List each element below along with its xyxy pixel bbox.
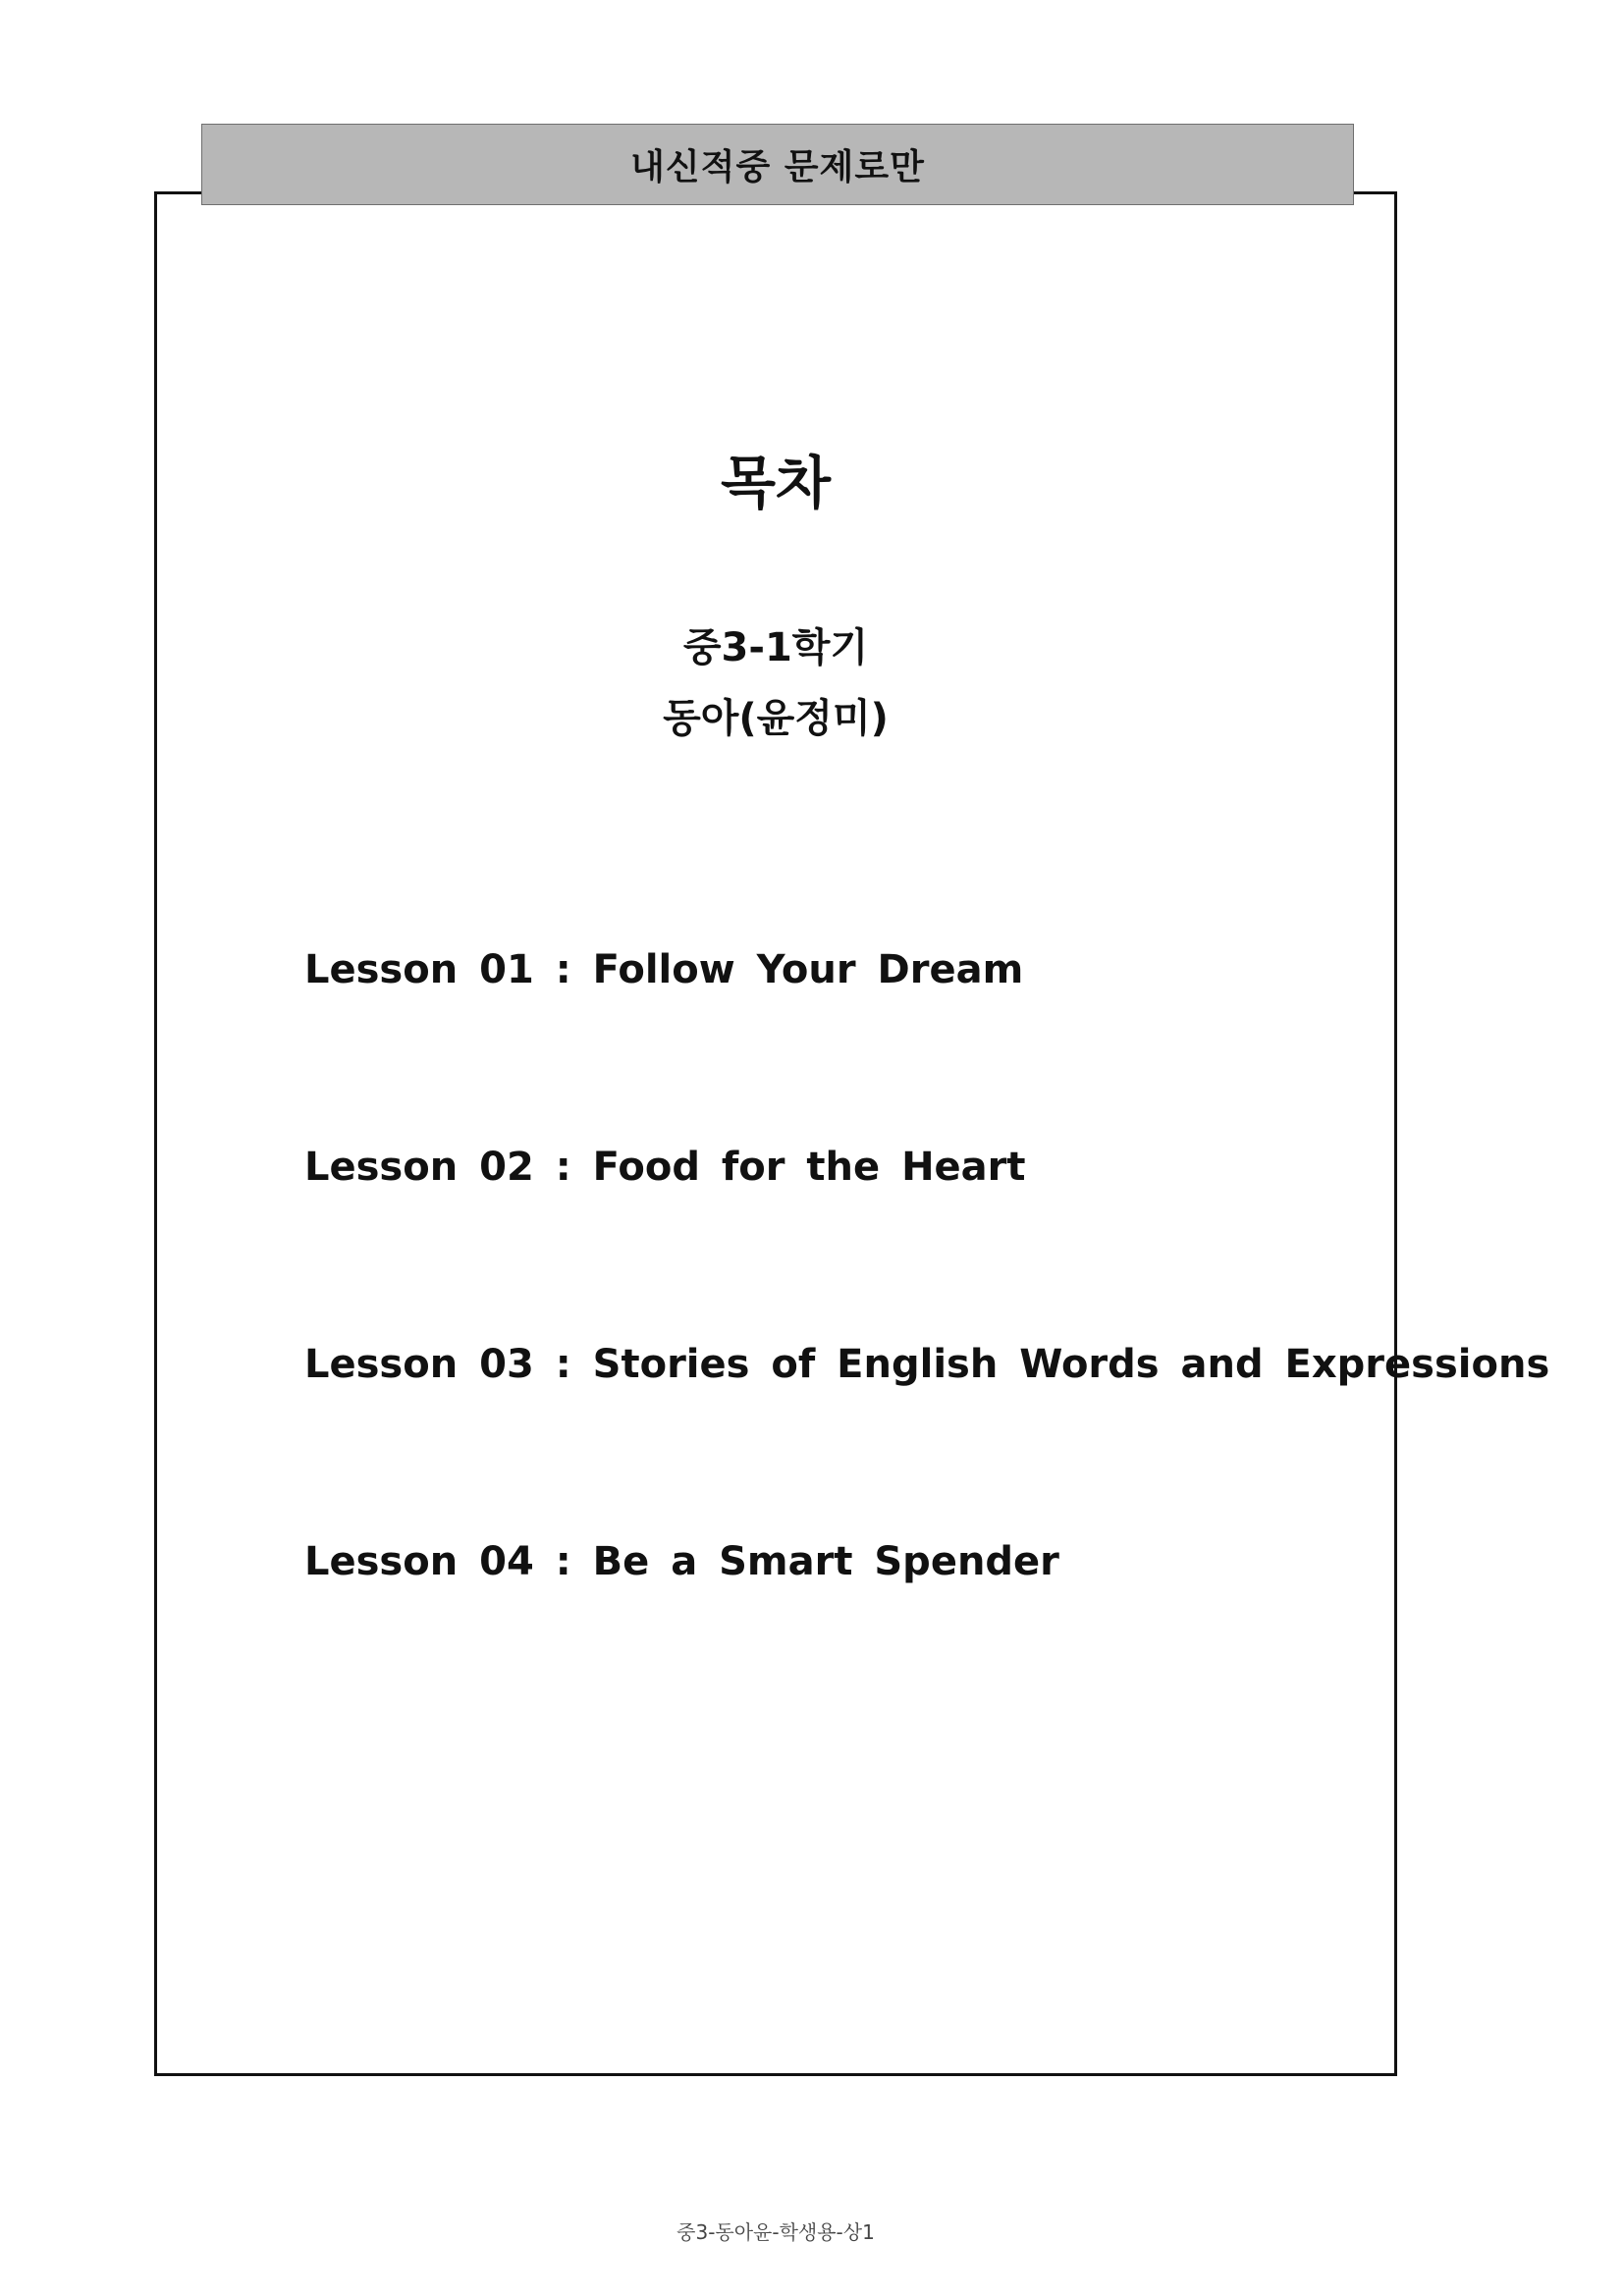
page-title: 목차 xyxy=(720,450,832,516)
lesson-label: Lesson 02 xyxy=(304,1145,534,1190)
lesson-title: Food for the Heart xyxy=(592,1145,1026,1190)
lesson-separator: : xyxy=(555,947,571,992)
lesson-label: Lesson 01 xyxy=(304,947,534,992)
page-footer: 중3-동아윤-학생용-상1 xyxy=(676,2220,875,2244)
semester-subtitle: 중3-1학기 xyxy=(682,625,869,670)
lesson-list xyxy=(304,947,1550,1736)
header-banner-text: 내신적중 문제로만 xyxy=(630,147,925,187)
lesson-item-03 xyxy=(304,1342,1550,1539)
lesson-separator: : xyxy=(555,1539,571,1584)
lesson-label: Lesson 04 xyxy=(304,1539,534,1584)
lesson-title: Be a Smart Spender xyxy=(592,1539,1059,1584)
lesson-separator: : xyxy=(555,1145,571,1190)
lesson-title: Follow Your Dream xyxy=(592,947,1024,992)
lesson-item-01 xyxy=(304,947,1384,1145)
publisher-subtitle: 동아(윤정미) xyxy=(663,696,889,741)
header-banner xyxy=(201,124,1354,205)
lesson-label: Lesson 03 xyxy=(304,1342,534,1387)
lesson-item-04 xyxy=(304,1539,1384,1736)
lesson-title: Stories of English Words and Expressions xyxy=(592,1342,1550,1387)
lesson-separator: : xyxy=(555,1342,571,1387)
lesson-item-02 xyxy=(304,1145,1384,1342)
